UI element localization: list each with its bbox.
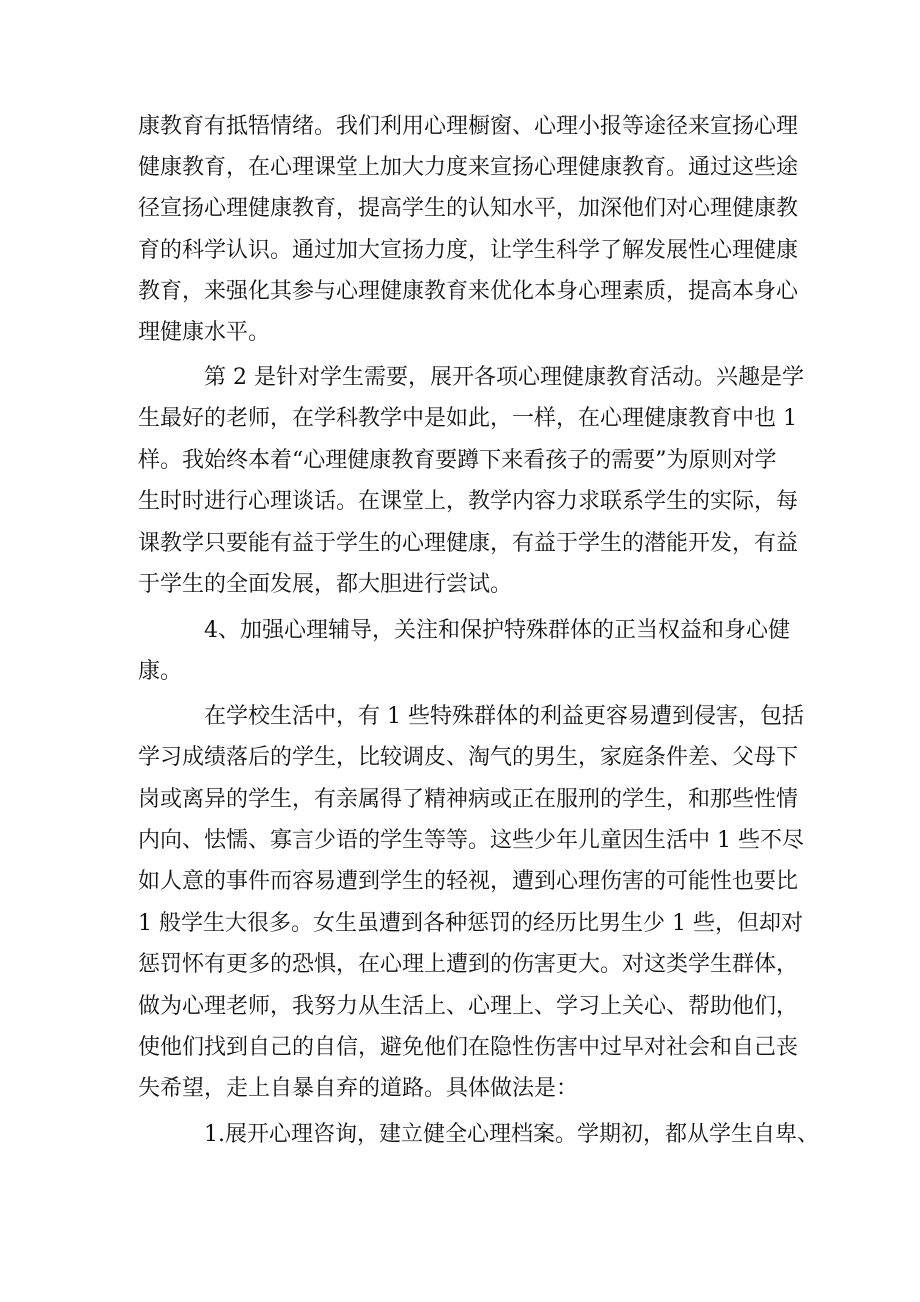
paragraph-line: 课教学只要能有益于学生的心理健康，有益于学生的潜能开发，有益 [138,531,799,556]
paragraph-line: 做为心理老师，我努力从生活上、心理上、学习上关心、帮助他们， [138,994,799,1019]
paragraph-line: 4、加强心理辅导，关注和保护特殊群体的正当权益和身心健 [204,618,790,643]
paragraph-line: 第 2 是针对学生需要，展开各项心理健康教育活动。兴趣是学 [204,365,804,390]
paragraph-line: 失希望，走上自暴自弃的道路。具体做法是： [138,1076,579,1101]
paragraph-line: 于学生的全面发展，都大胆进行尝试。 [138,572,513,597]
paragraph-line: 生时时进行心理谈话。在课堂上，教学内容力求联系学生的实际，每 [138,489,799,514]
paragraph-line: 岗或离异的学生，有亲属得了精神病或正在服刑的学生，和那些性情 [138,787,799,812]
paragraph-line: 径宣扬心理健康教育，提高学生的认知水平，加深他们对心理健康教 [138,196,799,221]
paragraph-line: 育的科学认识。通过加大宣扬力度，让学生科学了解发展性心理健康 [138,238,799,263]
paragraph-line: 康教育有抵牾情绪。我们利用心理橱窗、心理小报等途径来宣扬心理 [138,114,799,139]
paragraph-line: 如人意的事件而容易遭到学生的轻视，遭到心理伤害的可能性也要比 [138,869,799,894]
paragraph-line: 在学校生活中，有 1 些特殊群体的利益更容易遭到侵害，包括 [204,704,804,729]
paragraph-line: 康。 [138,659,183,684]
paragraph-line: 使他们找到自己的自信，避免他们在隐性伤害中过早对社会和自己丧 [138,1035,799,1060]
paragraph-line: 生最好的老师，在学科教学中是如此，一样，在心理健康教育中也 1 [138,406,797,431]
paragraph-line: 惩罚怀有更多的恐惧，在心理上遭到的伤害更大。对这类学生群体， [138,952,799,977]
paragraph-line: 理健康水平。 [138,320,271,345]
paragraph-line: 内向、怯懦、寡言少语的学生等等。这些少年儿童因生活中 1 些不尽 [138,828,804,853]
paragraph-line: 样。我始终本着“心理健康教育要蹲下来看孩子的需要”为原则对学 [138,448,777,473]
paragraph-line: 学习成绩落后的学生，比较调皮、淘气的男生，家庭条件差、父母下 [138,745,799,770]
paragraph-line: 1 般学生大很多。女生虽遭到各种惩罚的经历比男生少 1 些，但却对 [138,911,803,936]
paragraph-line: 健康教育，在心理课堂上加大力度来宣扬心理健康教育。通过这些途 [138,155,799,180]
paragraph-line: 教育，来强化其参与心理健康教育来优化本身心理素质，提高本身心 [138,279,799,304]
paragraph-line: 1.展开心理咨询，建立健全心理档案。学期初，都从学生自卑、 [204,1122,819,1147]
